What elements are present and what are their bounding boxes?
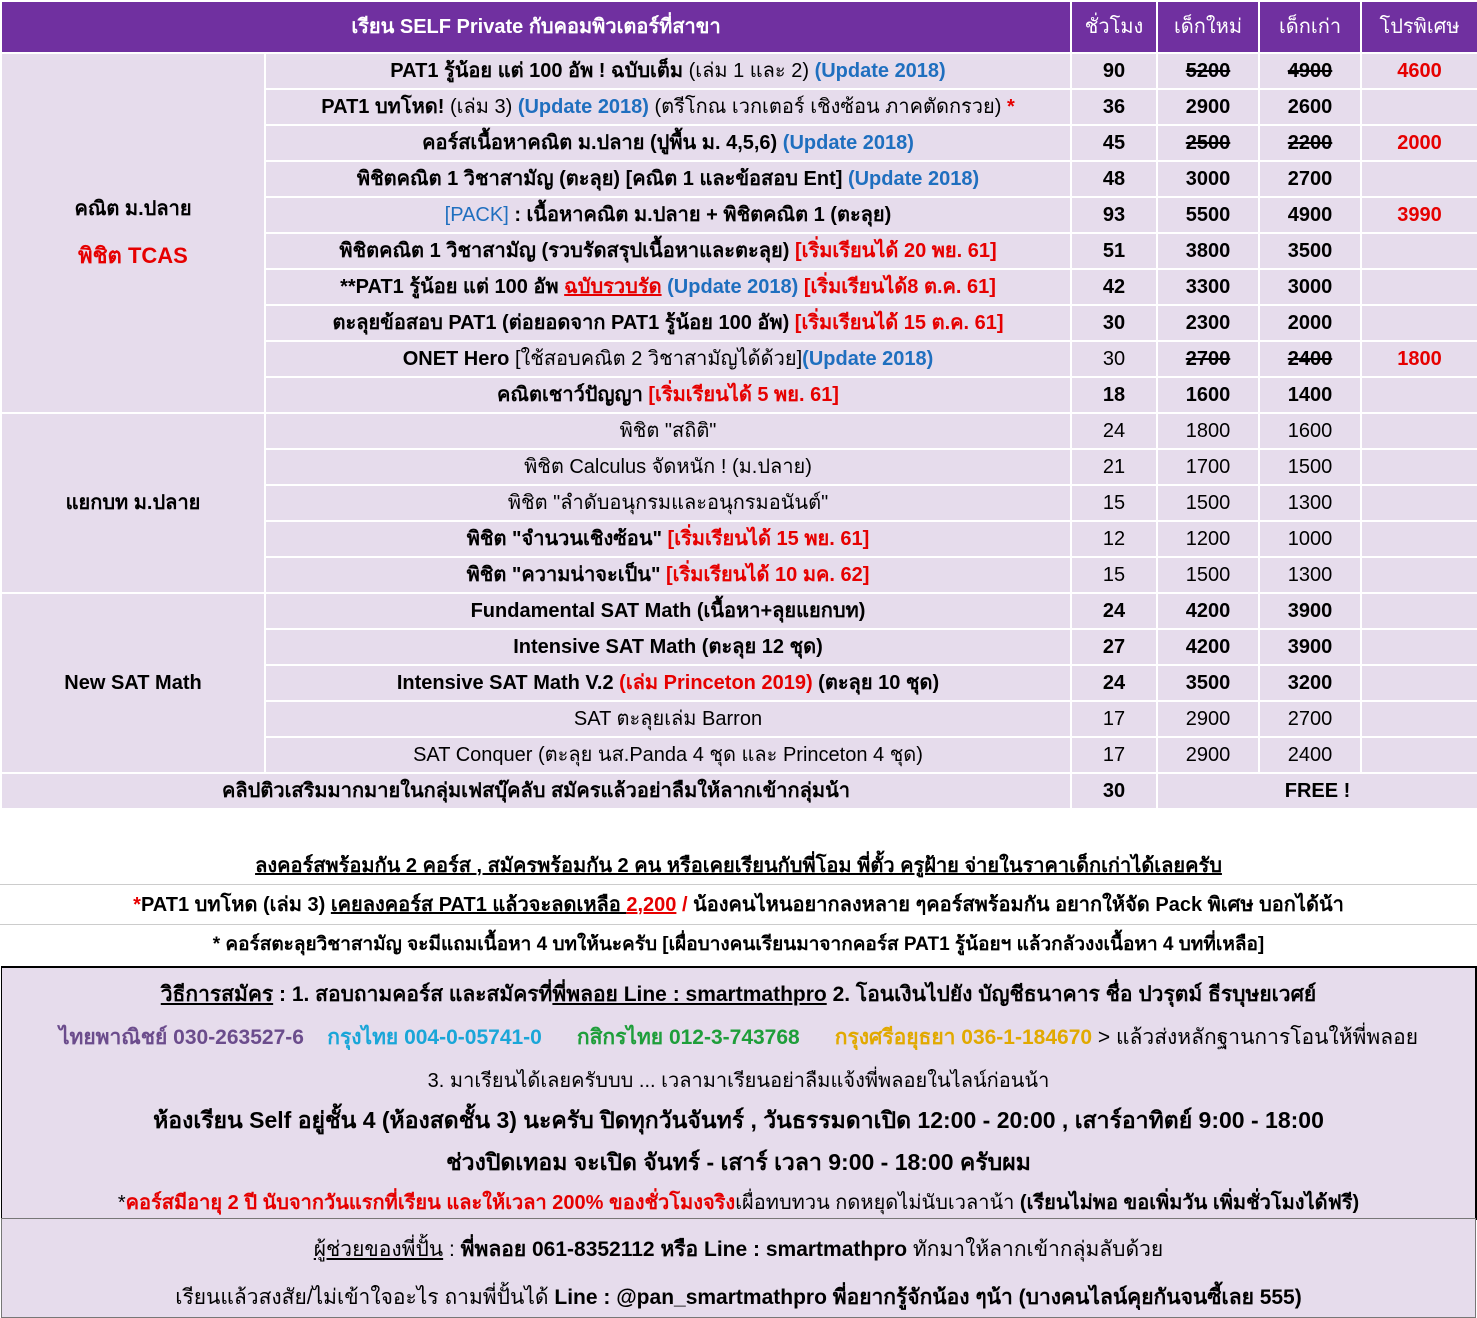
price-promo — [1361, 665, 1477, 701]
price-promo: 2000 — [1361, 125, 1477, 161]
course-name — [265, 53, 1071, 89]
bank-kbank: กสิกรไทย 012-3-743768 — [576, 1026, 800, 1049]
course-bold: Intensive SAT Math V.2 — [396, 672, 620, 694]
question-text: เรียนแล้วสงสัย/ไม่เข้าใจอะไร ถามพี่ปั้นได้ — [175, 1286, 555, 1309]
course-blue: (Update 2018) — [782, 132, 914, 154]
course-name — [265, 593, 1071, 629]
note-pat1-price: 2,200 — [626, 894, 677, 916]
course-hours: 17 — [1071, 701, 1157, 737]
contact-box — [1, 1218, 1476, 1318]
price-promo — [1361, 269, 1477, 305]
course-blue: (Update 2018) — [517, 96, 649, 118]
course-normal2: (ตรีโกณ เวกเตอร์ เชิงซ้อน ภาคตัดกรวย) — [648, 96, 1007, 118]
course-blueb: [PACK] — [444, 204, 509, 226]
course-bold: Fundamental SAT Math (เนื้อหา+ลุยแยกบท) — [470, 600, 866, 622]
price-promo — [1361, 593, 1477, 629]
price-promo — [1361, 233, 1477, 269]
price-new: 2500 — [1157, 125, 1259, 161]
price-old: 2700 — [1259, 161, 1361, 197]
price-new: 1700 — [1157, 449, 1259, 485]
price-new: 2900 — [1157, 737, 1259, 773]
price-promo: 1800 — [1361, 341, 1477, 377]
course-red: [เริ่มเรียนได้ 20 พย. 61] — [794, 240, 997, 262]
price-old: 3900 — [1259, 629, 1361, 665]
header-hours: ชั่วโมง — [1071, 1, 1157, 53]
course-name — [265, 665, 1071, 701]
course-hours: 12 — [1071, 521, 1157, 557]
note-pat1-pack: น้องคนไหนอยากลงหลาย ๆคอร์สพร้อมกัน อยากให้จัด Pack พิเศษ บอกได้น้า — [693, 894, 1344, 916]
apply-line: พี่พลอย Line : smartmathpro — [552, 983, 827, 1006]
course-hours: 17 — [1071, 737, 1157, 773]
price-old: 1300 — [1259, 557, 1361, 593]
course-red: * — [1006, 96, 1015, 118]
table-row — [1, 593, 1477, 629]
course-name — [265, 521, 1071, 557]
price-old: 2700 — [1259, 701, 1361, 737]
price-new: 2900 — [1157, 701, 1259, 737]
price-promo — [1361, 413, 1477, 449]
price-promo — [1361, 89, 1477, 125]
course-bold: พิชิต "ความน่าจะเป็น" — [466, 564, 667, 586]
apply-step2: 2. โอนเงินไปยัง บัญชีธนาคาร ชื่อ ปวรุตม์ ธีรบุษยเวศย์ — [826, 983, 1317, 1006]
course-red: [เริ่มเรียนได้ 15 พย. 61] — [667, 528, 870, 550]
lifetime-review: เผื่อทบทวน กดหยุดไม่นับเวลาน้า — [735, 1192, 1020, 1214]
table-header — [1, 1, 1477, 53]
course-normal: (เล่ม 1 และ 2) — [683, 60, 815, 82]
price-new: 1500 — [1157, 485, 1259, 521]
price-old: 4900 — [1259, 53, 1361, 89]
header-promo: โปรพิเศษ — [1361, 1, 1477, 53]
question-line: Line : @pan_smartmathpro — [554, 1286, 827, 1309]
price-promo — [1361, 701, 1477, 737]
clip-text: คลิปติวเสริมมากมายในกลุ่มเฟสบุ๊คลับ สมัครแล้วอย่าลืมให้ลากเข้ากลุ่มน้า — [1, 773, 1071, 809]
bank-scb: ไทยพาณิชย์ 030-263527-6 — [58, 1026, 304, 1049]
apply-step1: : 1. สอบถามคอร์ส และสมัครที่ — [273, 983, 553, 1006]
apply-steps — [2, 978, 1475, 1011]
course-name — [265, 197, 1071, 233]
course-normal: พิชิต "ลำดับอนุกรมและอนุกรมอนันต์" — [507, 492, 829, 514]
section-label — [1, 53, 265, 413]
price-new: 3800 — [1157, 233, 1259, 269]
course-red: [เริ่มเรียนได้8 ต.ค. 61] — [803, 276, 996, 298]
price-old: 3200 — [1259, 665, 1361, 701]
course-normal: พิชิต "สถิติ" — [619, 420, 717, 442]
price-promo — [1361, 161, 1477, 197]
course-bold2: (ตะลุย 10 ชุด) — [812, 672, 940, 694]
section-subtitle: พิชิต TCAS — [78, 242, 188, 268]
course-hours: 42 — [1071, 269, 1157, 305]
price-new: 3000 — [1157, 161, 1259, 197]
price-promo — [1361, 521, 1477, 557]
course-bold: คณิตเชาว์ปัญญา — [497, 384, 649, 406]
price-old: 1300 — [1259, 485, 1361, 521]
course-name — [265, 737, 1071, 773]
price-new: 4200 — [1157, 629, 1259, 665]
course-name — [265, 485, 1071, 521]
course-normal: (เล่ม 3) — [444, 96, 518, 118]
price-new: 1800 — [1157, 413, 1259, 449]
contact-assistant — [2, 1233, 1475, 1266]
course-redu: ฉบับรวบรัด — [564, 276, 662, 298]
course-bold: PAT1 บทโหด! — [321, 96, 445, 118]
contact-label: ผู้ช่วยของพี่ปั้น — [313, 1238, 444, 1261]
price-new: 1500 — [1157, 557, 1259, 593]
price-old: 1500 — [1259, 449, 1361, 485]
lifetime-extra: (เรียนไม่พอ ขอเพิ่มวัน เพิ่มชั่วโมงได้ฟรี) — [1019, 1192, 1360, 1214]
course-red: (เล่ม Princeton 2019) — [619, 672, 813, 694]
course-bold: : เนื้อหาคณิต ม.ปลาย + พิชิตคณิต 1 (ตะลุย) — [508, 204, 892, 226]
lifetime-star: * — [117, 1192, 126, 1214]
course-bold: PAT1 รู้น้อย แต่ 100 อัพ ! ฉบับเต็ม — [390, 60, 684, 82]
course-name — [265, 449, 1071, 485]
course-blue: (Update 2018) — [847, 168, 980, 190]
course-bold: พิชิตคณิต 1 วิชาสามัญ (ตะลุย) [คณิต 1 และข้อสอบ Ent] — [356, 168, 848, 190]
price-promo — [1361, 557, 1477, 593]
note-pat1-slash: / — [676, 894, 694, 916]
price-old: 1400 — [1259, 377, 1361, 413]
course-name — [265, 629, 1071, 665]
course-red: [เริ่มเรียนได้ 5 พย. 61] — [648, 384, 839, 406]
course-bold: พิชิต "จำนวนเชิงซ้อน" — [466, 528, 668, 550]
course-name — [265, 305, 1071, 341]
apply-step3: 3. มาเรียนได้เลยครับบบ ... เวลามาเรียนอย่าลืมแจ้งพี่พลอยในไลน์ก่อนน้า — [427, 1070, 1050, 1092]
course-hours: 36 — [1071, 89, 1157, 125]
clip-row — [1, 773, 1477, 809]
room-hours: ห้องเรียน Self อยู่ชั้น 4 (ห้องสดชั้น 3) นะครับ ปิดทุกวันจันทร์ , วันธรรมดาเปิด 12:00 - 20:00 , เสาร์อาทิตย์ 9:00 - 18:00 — [153, 1107, 1324, 1133]
contact-question — [2, 1281, 1475, 1314]
course-hours: 93 — [1071, 197, 1157, 233]
course-hours: 15 — [1071, 485, 1157, 521]
course-name — [265, 233, 1071, 269]
price-promo — [1361, 377, 1477, 413]
course-bold: Intensive SAT Math (ตะลุย 12 ชุด) — [513, 636, 823, 658]
course-bold: ONET Hero — [402, 348, 515, 370]
bank-bay: กรุงศรีอยุธยา 036-1-184670 — [834, 1026, 1093, 1049]
course-name — [265, 89, 1071, 125]
section-label — [1, 593, 265, 773]
price-old: 2600 — [1259, 89, 1361, 125]
contact-colon: : — [443, 1238, 461, 1261]
course-normal: พิชิต Calculus จัดหนัก ! (ม.ปลาย) — [524, 456, 812, 478]
course-blue: (Update 2018) — [814, 60, 946, 82]
course-hours: 24 — [1071, 413, 1157, 449]
price-old: 3900 — [1259, 593, 1361, 629]
term-hours: ช่วงปิดเทอม จะเปิด จันทร์ - เสาร์ เวลา 9:00 - 18:00 ครับผม — [446, 1149, 1031, 1175]
course-bold: ตะลุยข้อสอบ PAT1 (ต่อยอดจาก PAT1 รู้น้อย 100 อัพ) — [332, 312, 795, 334]
course-bold: พิชิตคณิต 1 วิชาสามัญ (รวบรัดสรุปเนื้อหาและตะลุย) — [339, 240, 795, 262]
price-old: 1600 — [1259, 413, 1361, 449]
course-hours: 21 — [1071, 449, 1157, 485]
course-name — [265, 413, 1071, 449]
contact-tail: ทักมาให้ลากเข้ากลุ่มลับด้วย — [907, 1238, 1164, 1261]
price-new: 5200 — [1157, 53, 1259, 89]
course-hours: 24 — [1071, 665, 1157, 701]
apply-box — [1, 966, 1477, 1220]
course-name — [265, 557, 1071, 593]
course-hours: 48 — [1071, 161, 1157, 197]
clip-price: FREE ! — [1157, 773, 1477, 809]
course-normal: SAT Conquer (ตะลุย นส.Panda 4 ชุด และ Princeton 4 ชุด) — [413, 744, 923, 766]
price-promo: 4600 — [1361, 53, 1477, 89]
note-pat1 — [0, 886, 1477, 925]
price-new: 1200 — [1157, 521, 1259, 557]
section-name: New SAT Math — [64, 672, 202, 694]
price-old: 1000 — [1259, 521, 1361, 557]
apply-label: วิธีการสมัคร — [160, 983, 274, 1006]
price-old: 3500 — [1259, 233, 1361, 269]
bank-ktb: กรุงไทย 004-0-05741-0 — [327, 1026, 542, 1049]
note-pat1-star: * — [133, 894, 141, 916]
course-name — [265, 341, 1071, 377]
course-hours: 30 — [1071, 341, 1157, 377]
price-old: 2200 — [1259, 125, 1361, 161]
note-pat1-course: PAT1 บทโหด (เล่ม 3) — [140, 894, 331, 916]
course-name — [265, 269, 1071, 305]
course-name — [265, 161, 1071, 197]
course-bold: **PAT1 รู้น้อย แต่ 100 อัพ — [340, 276, 565, 298]
section-name: คณิต ม.ปลาย — [74, 197, 192, 220]
bank-accounts — [2, 1021, 1475, 1054]
table-row — [1, 413, 1477, 449]
price-old: 2400 — [1259, 341, 1361, 377]
price-promo — [1361, 485, 1477, 521]
course-hours: 90 — [1071, 53, 1157, 89]
price-new: 3300 — [1157, 269, 1259, 305]
course-red: [เริ่มเรียนได้ 10 มค. 62] — [666, 564, 870, 586]
course-normal: SAT ตะลุยเล่ม Barron — [573, 708, 763, 730]
price-promo — [1361, 449, 1477, 485]
price-new: 4200 — [1157, 593, 1259, 629]
header-title: เรียน SELF Private กับคอมพิวเตอร์ที่สาขา — [1, 1, 1071, 53]
course-hours: 51 — [1071, 233, 1157, 269]
price-new: 1600 — [1157, 377, 1259, 413]
course-hours: 24 — [1071, 593, 1157, 629]
section-name: แยกบท ม.ปลาย — [65, 492, 201, 514]
course-hours: 15 — [1071, 557, 1157, 593]
course-blue: (Update 2018) — [802, 348, 934, 370]
header-old-student: เด็กเก่า — [1259, 1, 1361, 53]
course-name — [265, 701, 1071, 737]
price-new: 2300 — [1157, 305, 1259, 341]
price-old: 4900 — [1259, 197, 1361, 233]
price-promo: 3990 — [1361, 197, 1477, 233]
price-new: 5500 — [1157, 197, 1259, 233]
course-red: [เริ่มเรียนได้ 15 ต.ค. 61] — [794, 312, 1004, 334]
table-row — [1, 53, 1477, 89]
question-tail: พี่อยากรู้จักน้อง ๆน้า (บางคนไลน์คุยกันจนซี้เลย 555) — [826, 1286, 1302, 1309]
note-pat1-discount: เคยลงคอร์ส PAT1 แล้วจะลดเหลือ — [330, 894, 627, 916]
price-new: 2700 — [1157, 341, 1259, 377]
course-hours: 18 — [1071, 377, 1157, 413]
price-promo — [1361, 629, 1477, 665]
header-new-student: เด็กใหม่ — [1157, 1, 1259, 53]
bank-note: > แล้วส่งหลักฐานการโอนให้พี่พลอย — [1097, 1026, 1419, 1049]
note-bonus: * คอร์สตะลุยวิชาสามัญ จะมีแถมเนื้อหา 4 บทให้นะครับ [เผื่อบางคนเรียนมาจากคอร์ส PAT1 รู้น้อยฯ แล้วกลัวงงเนื้อหา 4 บทที่เหลือ] — [212, 934, 1265, 955]
course-name — [265, 377, 1071, 413]
price-promo — [1361, 737, 1477, 773]
course-lifetime — [2, 1186, 1475, 1218]
price-promo — [1361, 305, 1477, 341]
course-hours: 45 — [1071, 125, 1157, 161]
price-old: 2000 — [1259, 305, 1361, 341]
contact-phone: พี่พลอย 061-8352112 หรือ Line : smartmathpro — [460, 1238, 908, 1261]
price-old: 2400 — [1259, 737, 1361, 773]
clip-hours: 30 — [1071, 773, 1157, 809]
price-old: 3000 — [1259, 269, 1361, 305]
price-new: 2900 — [1157, 89, 1259, 125]
course-blue: (Update 2018) — [661, 276, 804, 298]
table-body — [1, 53, 1477, 809]
price-new: 3500 — [1157, 665, 1259, 701]
course-hours: 30 — [1071, 305, 1157, 341]
course-bold: คอร์สเนื้อหาคณิต ม.ปลาย (ปูพื้น ม. 4,5,6) — [422, 132, 783, 154]
lifetime-main: คอร์สมีอายุ 2 ปี นับจากวันแรกที่เรียน และให้เวลา 200% ของชั่วโมงจริง — [125, 1192, 736, 1214]
course-hours: 27 — [1071, 629, 1157, 665]
course-normal: [ใช้สอบคณิต 2 วิชาสามัญได้ด้วย] — [514, 348, 803, 370]
section-label — [1, 413, 265, 593]
note-bundle: ลงคอร์สพร้อมกัน 2 คอร์ส , สมัครพร้อมกัน 2 คน หรือเคยเรียนกับพี่โอม พี่ตั้ว ครูฝ้าย จ่ายในราคาเด็กเก่าได้เลยครับ — [0, 848, 1477, 885]
course-name — [265, 125, 1071, 161]
